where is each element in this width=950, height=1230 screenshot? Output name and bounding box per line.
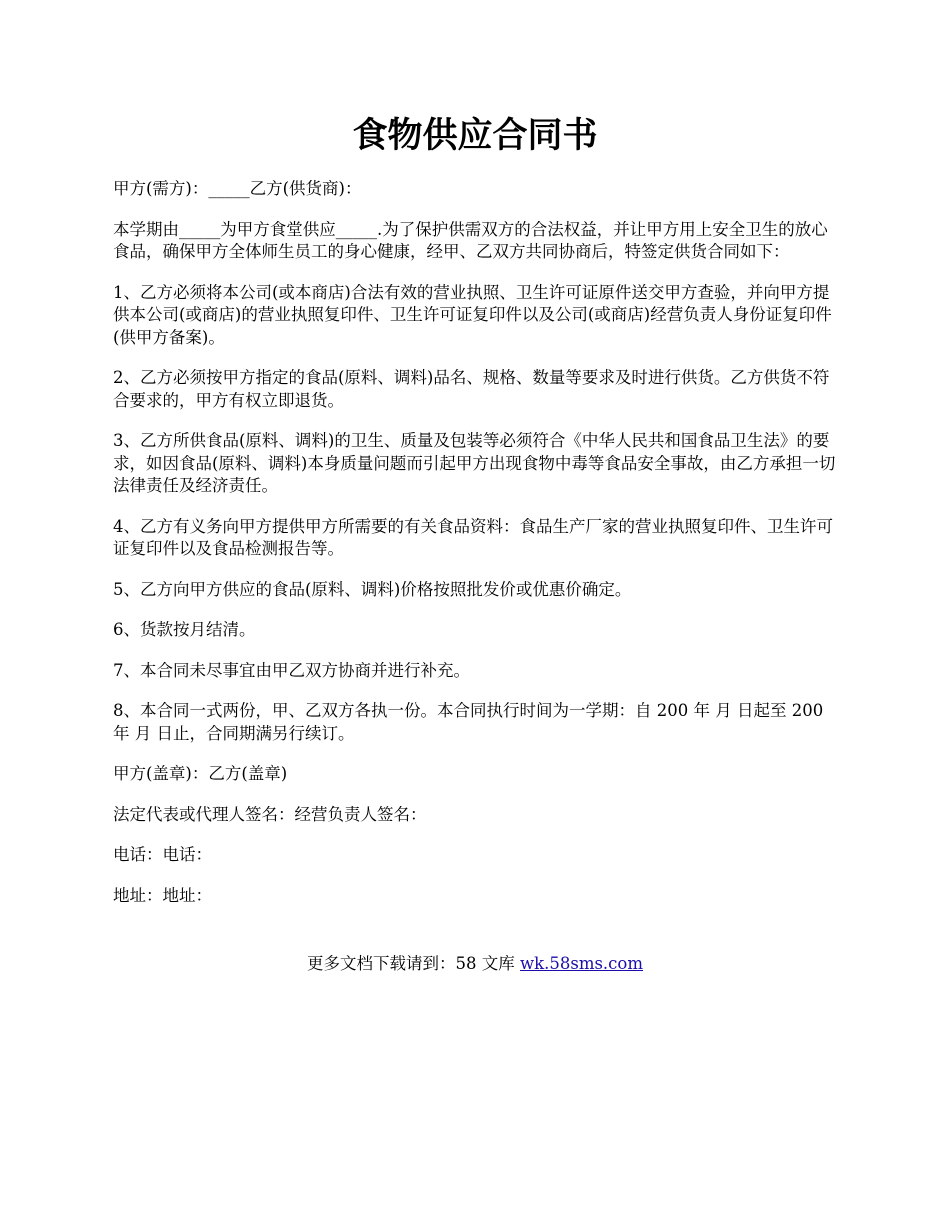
document-title: 食物供应合同书: [352, 115, 598, 156]
document-body: [113, 178, 843, 925]
clause-3: 3、乙方所供食品(原料、调料)的卫生、质量及包装等必须符合《中华人民共和国食品卫生法》的要求，如因食品(原料、调料)本身质量问题而引起甲方出现食物中毒等食品安全事故，由乙方承担一切法律责任及经济责任。: [113, 431, 836, 495]
signature-phone-line: 电话：电话：: [113, 845, 212, 864]
clause-5: 5、乙方向甲方供应的食品(原料、调料)价格按照批发价或优惠价确定。: [113, 579, 632, 599]
footer: [0, 953, 950, 975]
clause-8: 8、本合同一式两份，甲、乙双方各执一份。本合同执行时间为一学期：自 200 年 月 日起至 200 年 月 日止，合同期满另行续订。: [113, 701, 824, 743]
clause-2: 2、乙方必须按甲方指定的食品(原料、调料)品名、规格、数量等要求及时进行供货。乙方供货不符合要求的，甲方有权立即退货。: [113, 368, 830, 410]
footer-link[interactable]: wk.58sms.com: [519, 954, 643, 973]
clause-1: 1、乙方必须将本公司(或本商店)合法有效的营业执照、卫生许可证原件送交甲方查验，并向甲方提供本公司(或商店)的营业执照复印件、卫生许可证复印件以及公司(或商店)经营负责人身份证复印件(供甲方备案)。: [113, 282, 832, 347]
signature-address-line: 地址：地址：: [113, 885, 212, 905]
signature-name-line: 法定代表或代理人签名：经营负责人签名：: [113, 804, 427, 824]
intro-paragraph: 本学期由_____为甲方食堂供应_____.为了保护供需双方的合法权益，并让甲方用上安全卫生的放心食品，确保甲方全体师生员工的身心健康，经甲、乙双方共同协商后，特签定供货合同如下：: [113, 219, 828, 261]
clause-4: 4、乙方有义务向甲方提供甲方所需要的有关食品资料：食品生产厂家的营业执照复印件、卫生许可证复印件以及食品检测报告等。: [113, 516, 833, 558]
signature-seal-line: 甲方(盖章)：乙方(盖章): [113, 764, 288, 783]
clause-6: 6、货款按月结清。: [113, 620, 256, 639]
footer-text: 更多文档下载请到：58 文库: [306, 954, 520, 973]
clause-7: 7、本合同未尽事宜由甲乙双方协商并进行补充。: [113, 660, 470, 680]
parties-line: 甲方(需方)：_____乙方(供货商)：: [113, 179, 362, 198]
